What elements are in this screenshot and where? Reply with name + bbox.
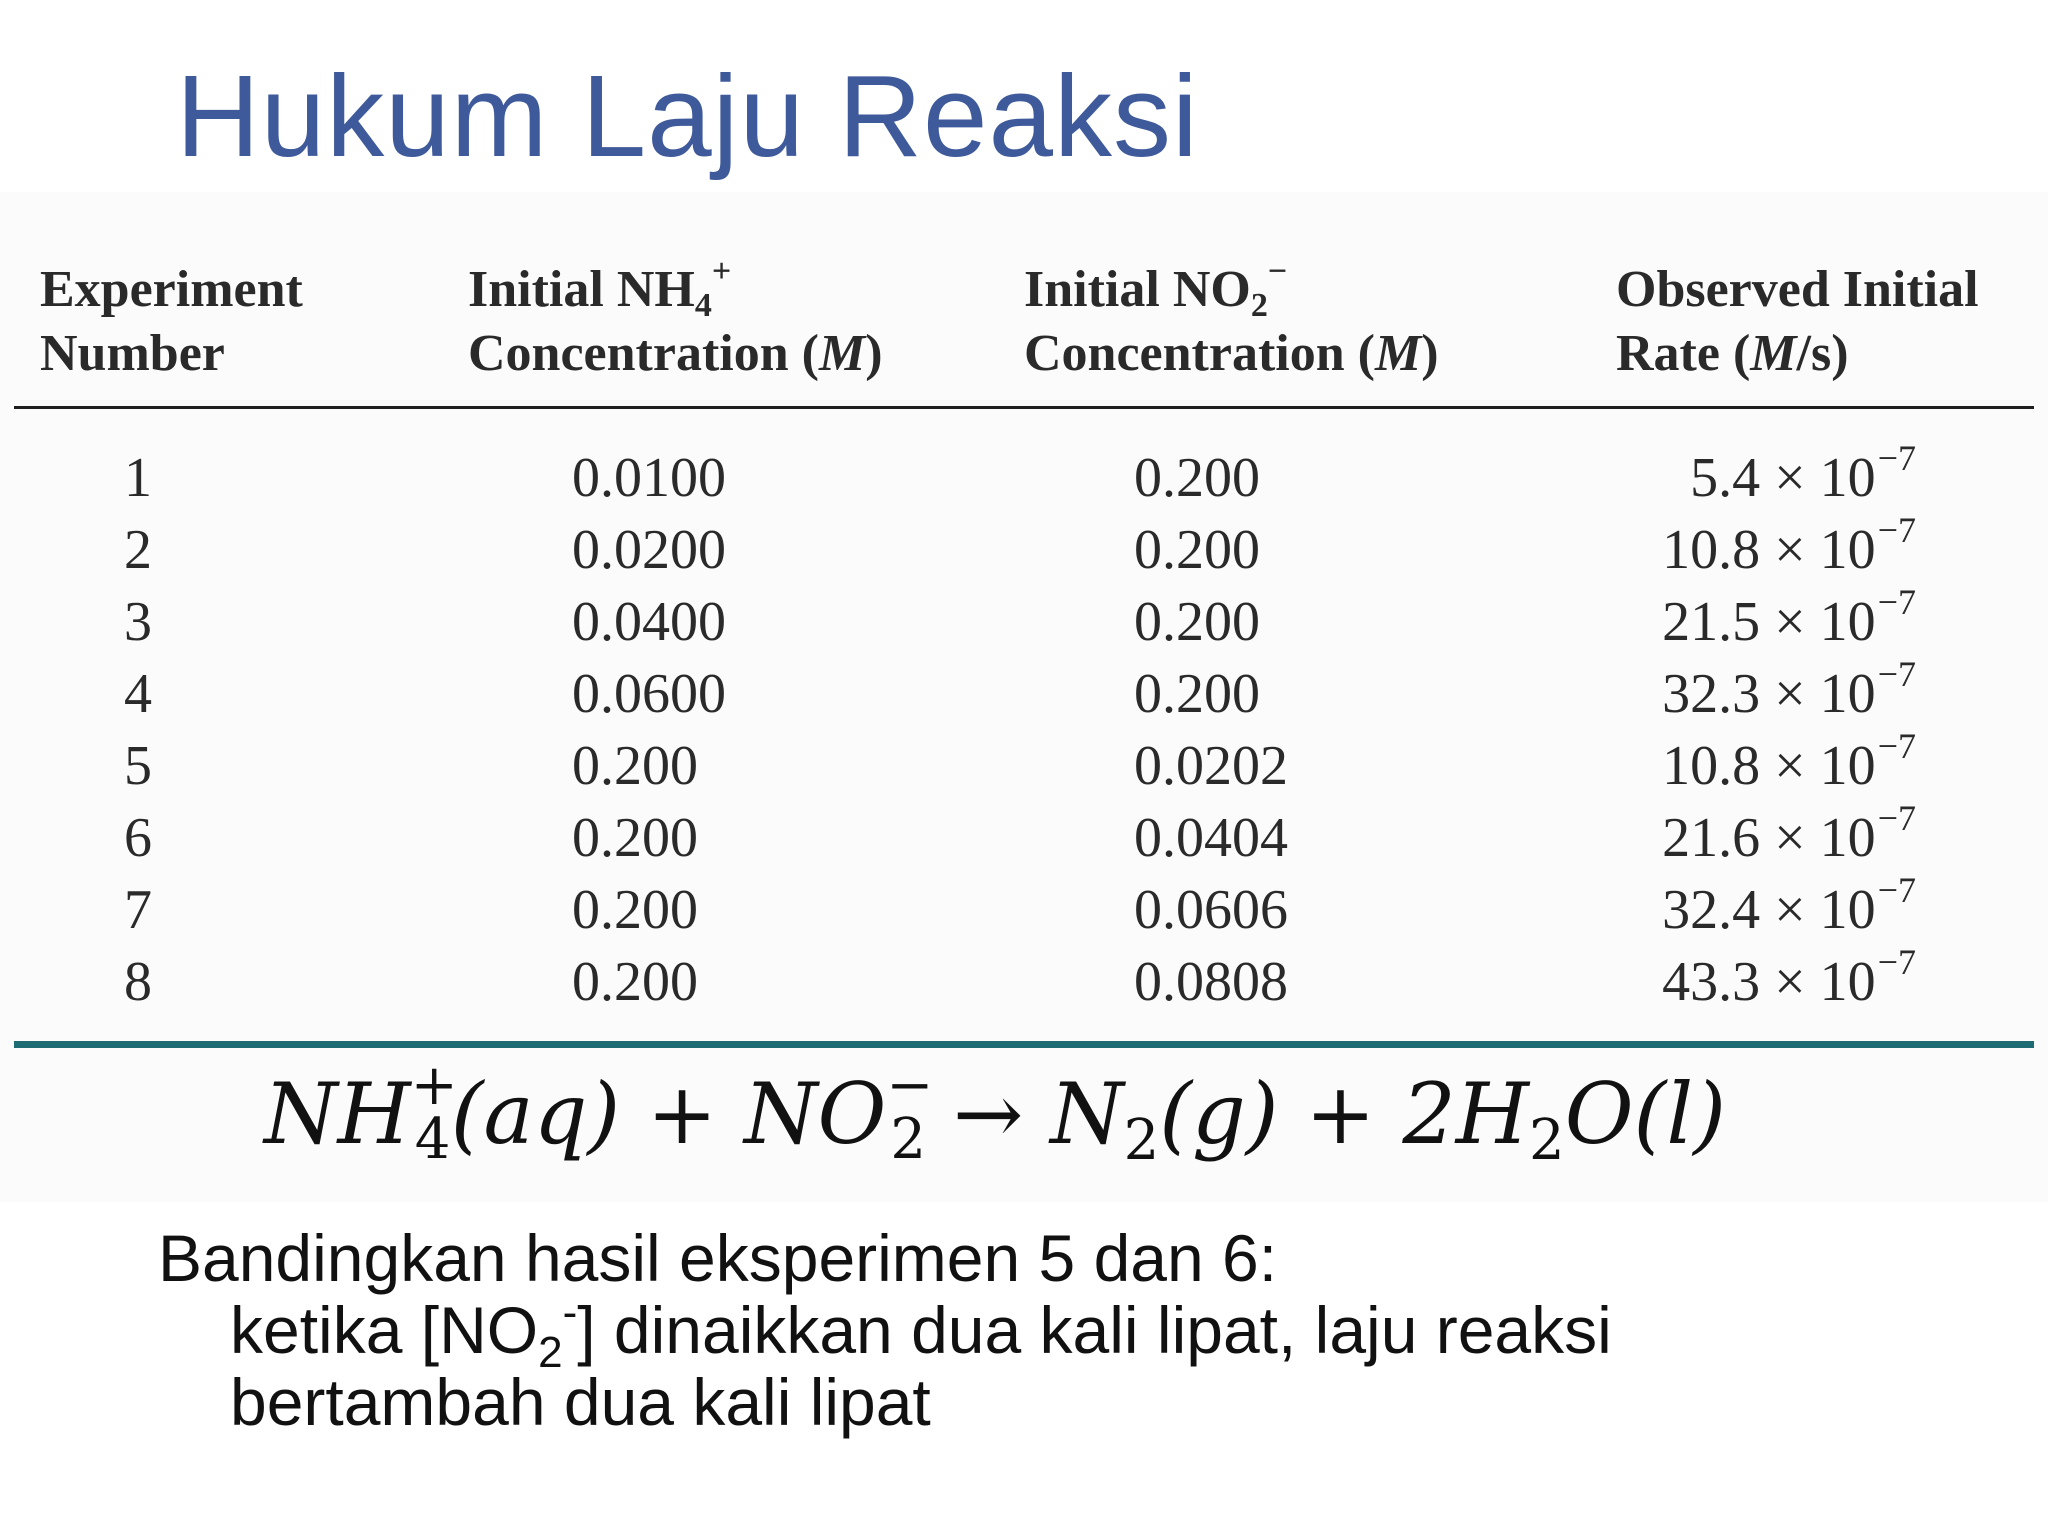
row-no2-concentration: 0.200 [1134,663,1260,725]
header-experiment-line2: Number [40,325,225,382]
row-nh4-concentration: 0.0200 [572,519,726,581]
row-nh4-concentration: 0.200 [572,807,698,869]
nh4-charge: + 4 [410,1053,458,1172]
row-experiment-number: 7 [124,879,152,941]
row-experiment-number: 5 [124,735,152,797]
row-experiment-number: 4 [124,663,152,725]
row-observed-rate: $32.3 \times 10^{-7}$ [1662,654,1916,725]
row-experiment-number: 6 [124,807,152,869]
table-top-rule [14,406,2034,409]
row-no2-concentration: 0.200 [1134,519,1260,581]
header-nh4-line1: Initial $NH_4^+$ [468,253,732,324]
no2-charge: − 2 [886,1053,934,1172]
header-experiment [40,258,303,386]
row-no2-concentration: 0.0808 [1134,951,1288,1013]
row-no2-concentration: 0.0404 [1134,807,1288,869]
note-line2: ketika $[NO_2^-]$ dinaikkan dua kali lipat, laju reaksi [230,1288,1612,1377]
row-nh4-concentration: 0.200 [572,879,698,941]
header-rate-line2: Rate (M/s) [1616,325,1849,382]
header-rate-line1: Observed Initial [1616,261,1979,318]
explanation-note [158,1222,1612,1438]
row-experiment-number: 2 [124,519,152,581]
slide-title: Hukum Laju Reaksi [176,51,1199,181]
row-no2-concentration: 0.200 [1134,591,1260,653]
row-observed-rate: $43.3 \times 10^{-7}$ [1662,942,1916,1013]
row-no2-concentration: 0.0606 [1134,879,1288,941]
header-nh4 [468,253,883,386]
reaction-equation: NH + 4 (aq) + NO − 2 → N2(g) + 2H2O(l) [264,1053,1726,1173]
header-nh4-line2: Concentration (M) [468,325,883,382]
note-line3: bertambah dua kali lipat [230,1365,931,1439]
table-bottom-rule [14,1041,2034,1048]
row-no2-concentration: 0.0202 [1134,735,1288,797]
row-nh4-concentration: 0.0600 [572,663,726,725]
row-experiment-number: 1 [124,447,152,509]
row-no2-concentration: 0.200 [1134,447,1260,509]
row-observed-rate: $21.6 \times 10^{-7}$ [1662,798,1916,869]
row-nh4-concentration: 0.0100 [572,447,726,509]
row-observed-rate: $10.8 \times 10^{-7}$ [1662,510,1916,581]
header-experiment-line1: Experiment [40,261,303,318]
row-observed-rate: $32.4 \times 10^{-7}$ [1662,870,1916,941]
row-observed-rate: $10.8 \times 10^{-7}$ [1662,726,1916,797]
row-nh4-concentration: 0.0400 [572,591,726,653]
note-line1: Bandingkan hasil eksperimen 5 dan 6: [158,1221,1278,1295]
header-no2-line2: Concentration (M) [1024,325,1439,382]
row-observed-rate: $5.4 \times 10^{-7}$ [1690,438,1916,509]
row-experiment-number: 3 [124,591,152,653]
row-nh4-concentration: 0.200 [572,735,698,797]
header-no2 [1024,253,1439,386]
row-experiment-number: 8 [124,951,152,1013]
row-observed-rate: $21.5 \times 10^{-7}$ [1662,582,1916,653]
header-rate [1616,258,1979,386]
header-no2-line1: Initial $NO_2^-$ [1024,253,1288,324]
row-nh4-concentration: 0.200 [572,951,698,1013]
